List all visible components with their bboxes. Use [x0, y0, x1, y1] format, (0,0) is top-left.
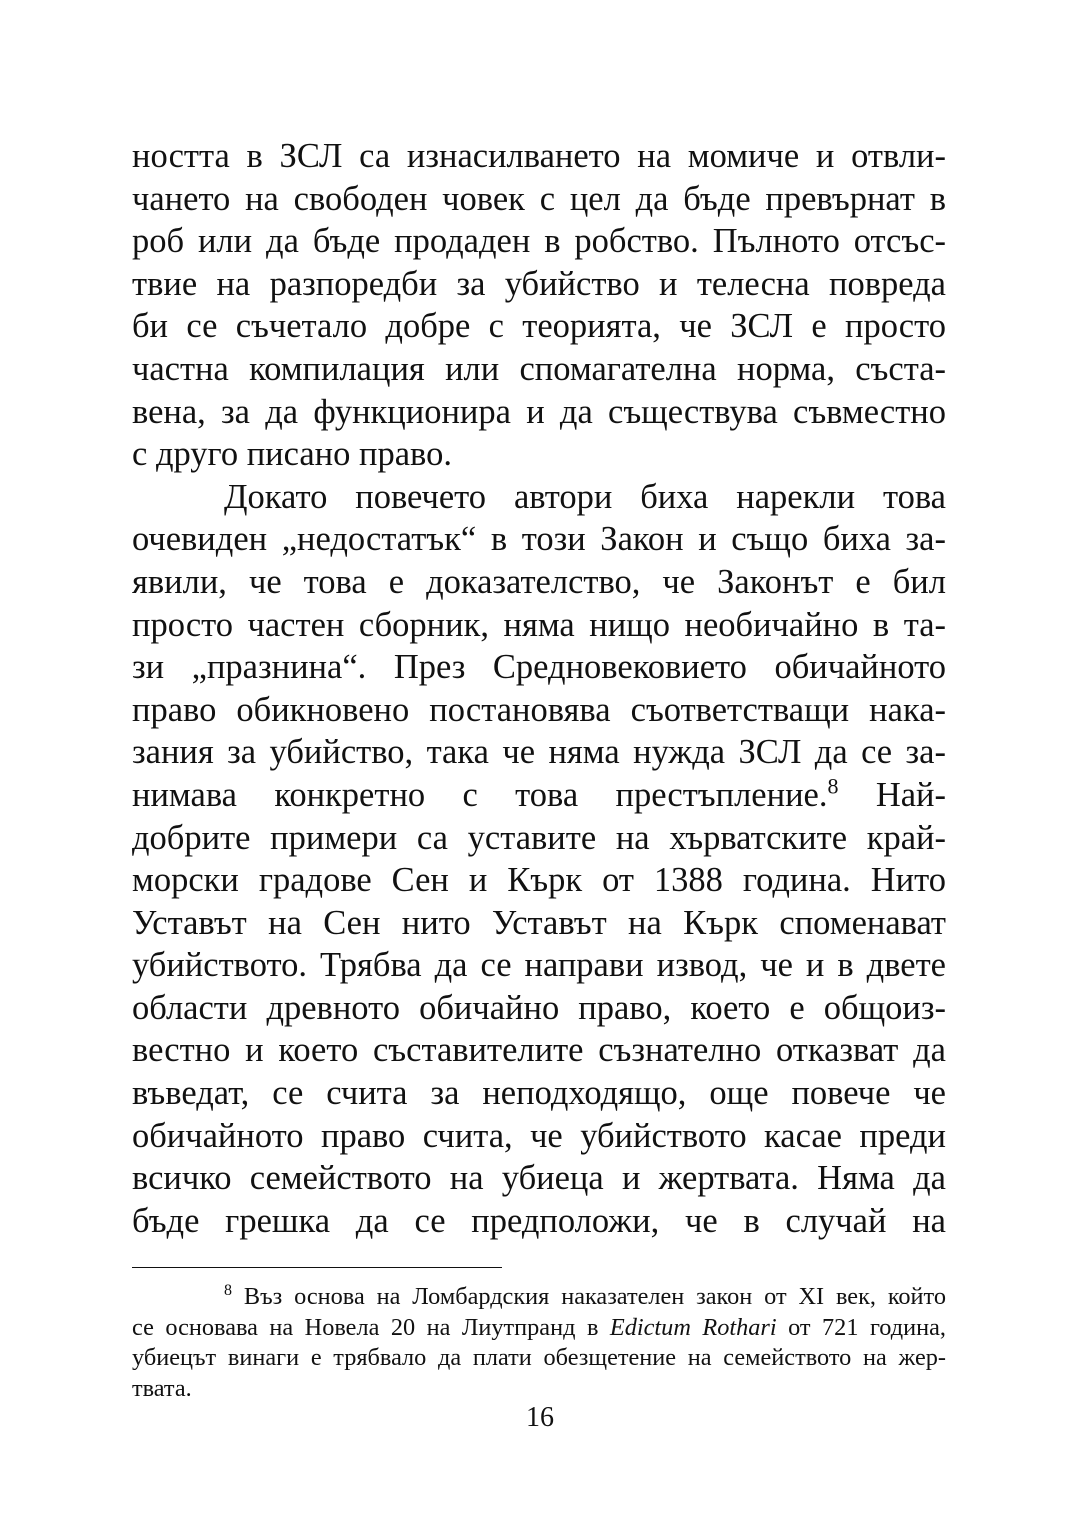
text-line: убийството. Трябва да се направи извод, че и в двете [132, 946, 946, 985]
text-line: чането на свободен човек с цел да бъде превърнат в [132, 179, 946, 218]
footnote-line [132, 1313, 946, 1344]
text-line: с друго писано право. [132, 435, 452, 474]
text-line: зания за убийство, така че няма нужда ЗСЛ да се за- [132, 733, 946, 772]
text-line: добрите примери са уставите на хърватските край- [132, 818, 946, 857]
italic-title: Edictum Rothari [609, 1313, 777, 1341]
text-line-with-footnote-ref [132, 774, 946, 817]
footnote-line [132, 1282, 946, 1313]
text-line: явили, че това е доказателство, че Законът е бил [132, 562, 946, 601]
text-line: твие на разпоредби за убийство и телесна повреда [132, 264, 946, 303]
footnote [132, 1282, 946, 1404]
text-segment: нимава конкретно с това престъпление. [132, 775, 828, 814]
text-line: роб или да бъде продаден в робство. Пълното отсъс- [132, 222, 946, 261]
text-line: зи „празнина“. През Средновековието обичайното [132, 648, 946, 687]
page-number: 16 [526, 1402, 554, 1433]
text-line: Докато повечето автори биха нарекли това [224, 477, 946, 516]
text-line: просто частен сборник, няма нищо необичайно в та- [132, 605, 946, 644]
text-line: право обикновено постановява съответстващи нака- [132, 690, 946, 729]
text-line: обичайното право счита, че убийството касае преди [132, 1116, 946, 1155]
footnote-reference[interactable]: 8 [827, 773, 839, 799]
footnote-divider [132, 1267, 502, 1268]
footnote-line: убиецът винаги е трябвало да плати обезщетение на семейството на жер- [132, 1344, 946, 1372]
text-line: вена, за да функционира и да съществува съвместно [132, 392, 946, 431]
text-line: вестно и което съставителите съзнателно отказват да [132, 1031, 946, 1070]
text-line: би се съчетало добре с теорията, че ЗСЛ е просто [132, 307, 946, 346]
main-text [132, 135, 946, 1242]
text-line: морски градове Сен и Кърк от 1388 година. Нито [132, 861, 946, 900]
text-line: бъде грешка да се предположи, че в случай на [132, 1201, 946, 1240]
text-segment: Въз основа на Ломбардския наказателен закон от XI век, който [232, 1283, 946, 1310]
text-segment: Най- [838, 775, 947, 814]
text-segment: от 721 година, [776, 1313, 946, 1341]
footnote-marker: 8 [224, 1281, 232, 1299]
text-segment: се основава на Новела 20 на Лиутпранд в [132, 1313, 610, 1341]
text-line: очевиден „недостатък“ в този Закон и също биха за- [132, 520, 946, 559]
text-line: области древното обичайно право, което е общоиз- [132, 988, 946, 1027]
text-line: ността в ЗСЛ са изнасилването на момиче и отвли- [132, 137, 946, 175]
text-line: въведат, се счита за неподходящо, още повече че [132, 1074, 946, 1113]
text-line: всичко семейството на убиеца и жертвата. Няма да [132, 1159, 946, 1198]
text-line: частна компилация или спомагателна норма, съста- [132, 349, 946, 388]
footnote-line: твата. [132, 1374, 192, 1402]
text-line: Уставът на Сен нито Уставът на Кърк споменават [132, 903, 946, 942]
